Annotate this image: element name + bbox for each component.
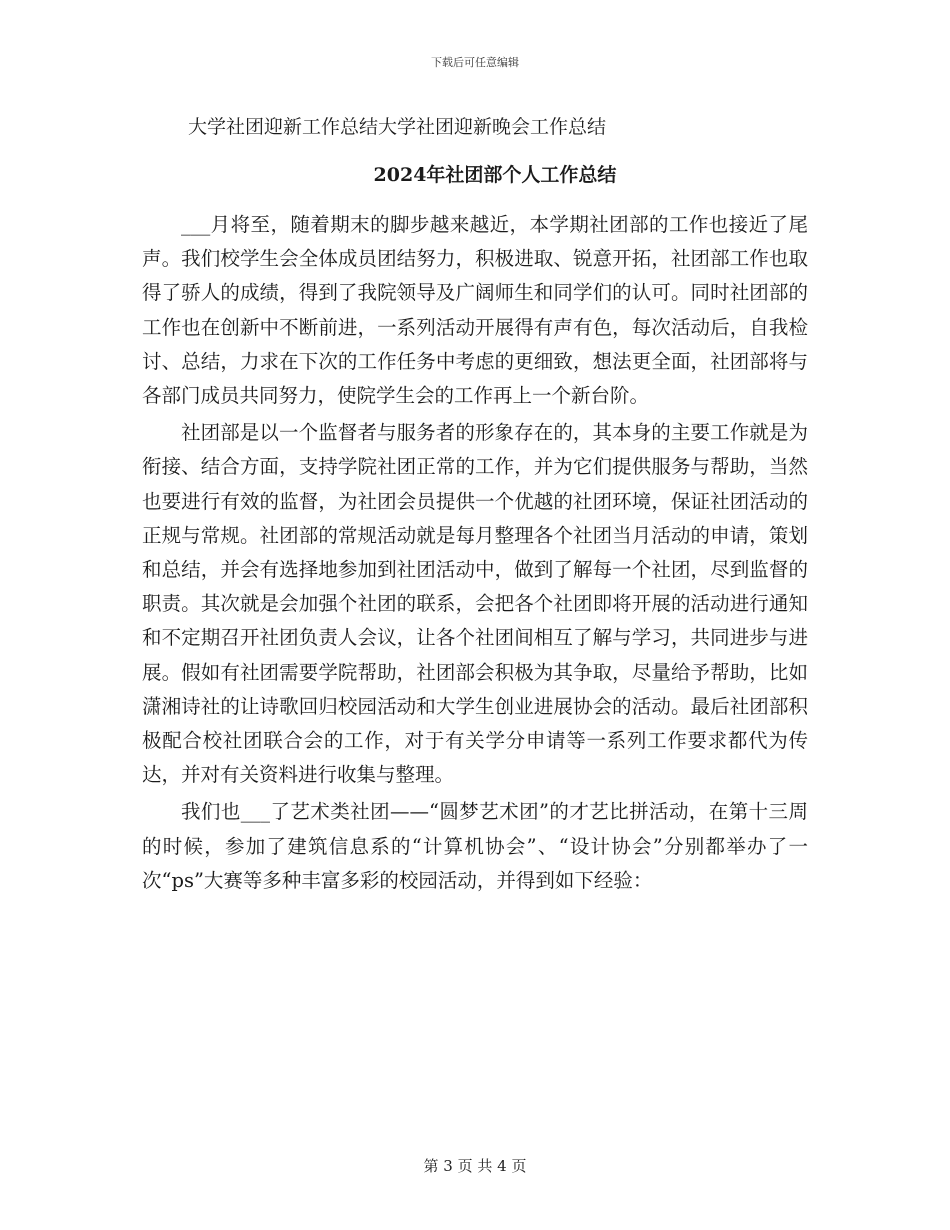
document-body (142, 208, 808, 901)
page-header-note: 下载后可任意编辑 (431, 56, 519, 69)
paragraph-3: 我们也___了艺术类社团——“圆梦艺术团”的才艺比拼活动，在第十三周的时候，参加了建筑信息系的“计算机协会”、“设计协会”分别都举办了一次“ps”大赛等多种丰富多彩的校园活动，并得到如下经验： (142, 800, 808, 892)
paragraph-1: ___月将至，随着期末的脚步越来越近，本学期社团部的工作也接近了尾声。我们校学生会全体成员团结努力，积极进取、锐意开拓，社团部工作也取得了骄人的成绩，得到了我院领导及广阔师生和同学们的认可。同时社团部的工作也在创新中不断前进，一系列活动开展得有声有色，每次活动后，自我检讨、总结，力求在下次的工作任务中考虑的更细致，想法更全面，社团部将与各部门成员共同努力，使院学生会的工作再上一个新台阶。 (142, 213, 808, 408)
paragraph-2: 社团部是以一个监督者与服务者的形象存在的，其本身的主要工作就是为衔接、结合方面，支持学院社团正常的工作，并为它们提供服务与帮助，当然也要进行有效的监督，为社团会员提供一个优越的社团环境，保证社团活动的正规与常规。社团部的常规活动就是每月整理各个社团当月活动的申请，策划和总结，并会有选择地参加到社团活动中，做到了解每一个社团，尽到监督的职责。其次就是会加强个社团的联系，会把各个社团即将开展的活动进行通知和不定期召开社团负责人会议，让各个社团间相互了解与学习，共同进步与进展。假如有社团需要学院帮助，社团部会积极为其争取，尽量给予帮助，比如潇湘诗社的让诗歌回归校园活动和大学生创业进展协会的活动。最后社团部积极配合校社团联合会的工作，对于有关学分申请等一系列工作要求都代为传达，并对有关资料进行收集与整理。 (142, 421, 808, 787)
document-title: 2024年社团部个人工作总结 (373, 164, 617, 186)
page-number: 第 3 页 共 4 页 (423, 1157, 527, 1175)
intro-line: 大学社团迎新工作总结大学社团迎新晚会工作总结 (188, 116, 607, 138)
